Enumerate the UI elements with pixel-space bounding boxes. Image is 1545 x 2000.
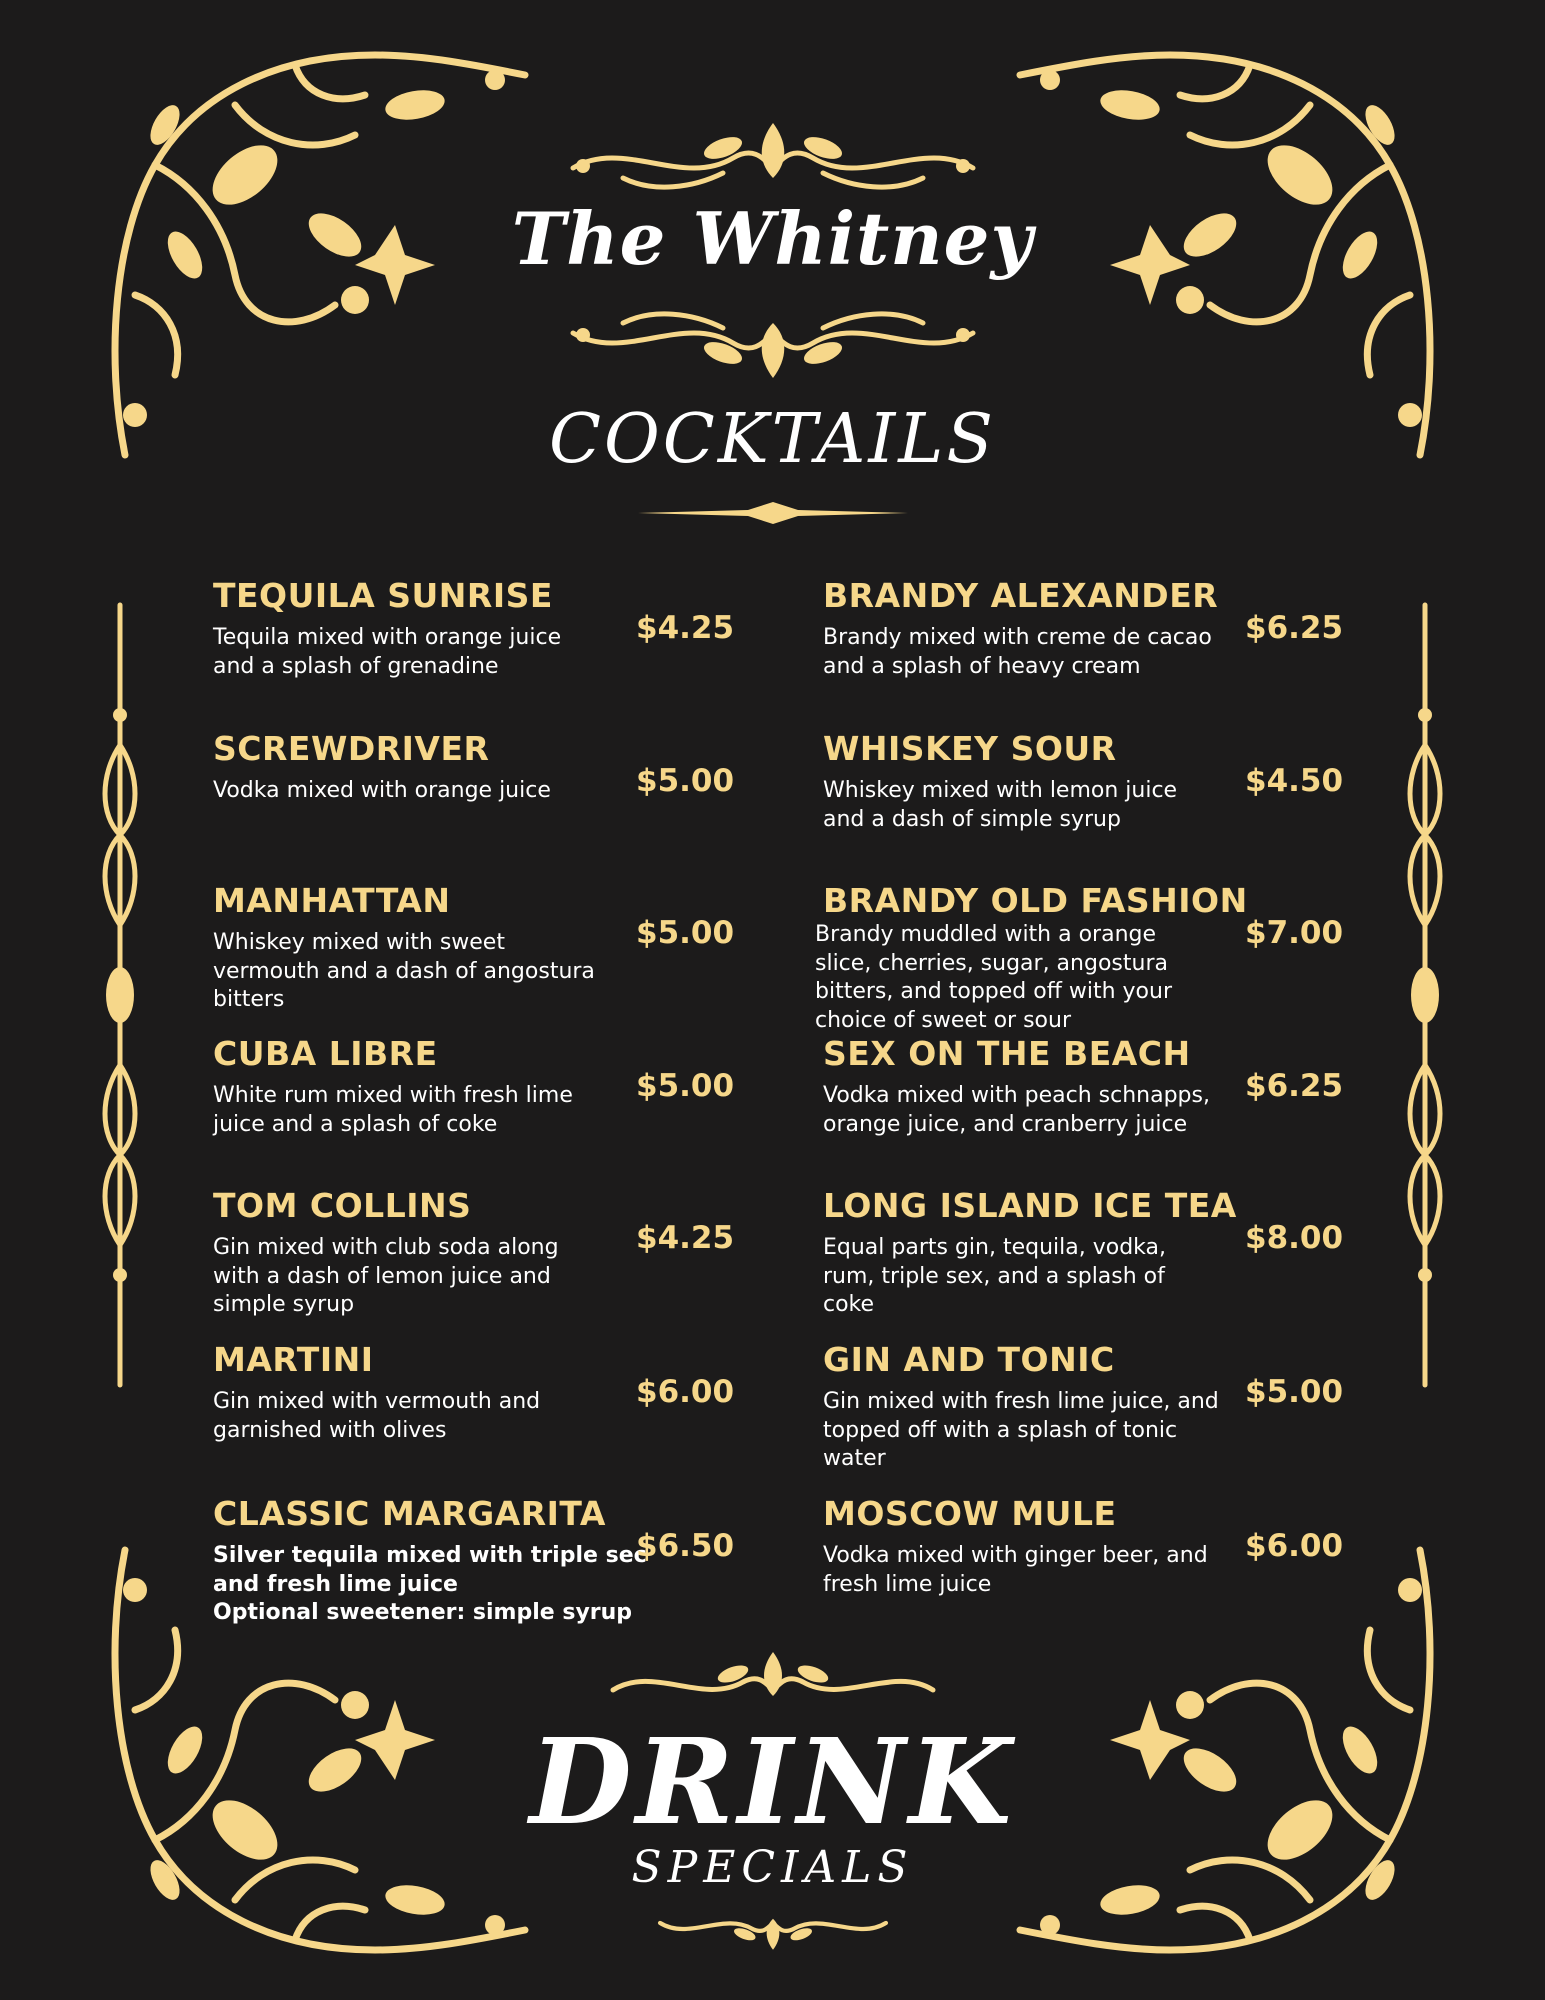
menu-item bbox=[823, 576, 1243, 681]
item-name: TOM COLLINS bbox=[213, 1186, 472, 1225]
item-name: SCREWDRIVER bbox=[213, 729, 490, 768]
item-price: $4.25 bbox=[636, 610, 735, 646]
header-flourish-bottom-icon bbox=[563, 303, 983, 383]
side-border-right-icon bbox=[1405, 605, 1445, 1385]
item-description: Vodka mixed with ginger beer, and fresh lime juice bbox=[823, 1543, 1208, 1597]
item-name: LONG ISLAND ICE TEA bbox=[823, 1186, 1237, 1225]
menu-item bbox=[815, 881, 1248, 1035]
item-price: $6.00 bbox=[1245, 1528, 1344, 1564]
item-name: CUBA LIBRE bbox=[213, 1034, 438, 1073]
item-price: $6.25 bbox=[1245, 610, 1344, 646]
item-price: $5.00 bbox=[636, 1068, 735, 1104]
item-description: Equal parts gin, tequila, vodka, rum, triple sex, and a splash of coke bbox=[823, 1235, 1167, 1317]
section-title: COCKTAILS bbox=[549, 400, 996, 479]
item-name: CLASSIC MARGARITA bbox=[213, 1494, 606, 1533]
menu-item bbox=[213, 881, 633, 1015]
menu-item bbox=[823, 1034, 1243, 1139]
menu-item bbox=[823, 1186, 1243, 1320]
item-description: Silver tequila mixed with triple sec and fresh lime juice Optional sweetener: simple syrup bbox=[213, 1543, 647, 1625]
restaurant-name: The Whitney bbox=[511, 196, 1034, 281]
item-name: SEX ON THE BEACH bbox=[823, 1034, 1191, 1073]
item-description: Whiskey mixed with sweet vermouth and a dash of angostura bitters bbox=[213, 930, 595, 1012]
item-price: $5.00 bbox=[636, 763, 735, 799]
item-description: Gin mixed with fresh lime juice, and topped off with a splash of tonic water bbox=[823, 1389, 1219, 1471]
item-price: $8.00 bbox=[1245, 1220, 1344, 1256]
item-name: BRANDY OLD FASHION bbox=[823, 881, 1248, 920]
item-price: $7.00 bbox=[1245, 915, 1344, 951]
item-description: Brandy muddled with a orange slice, cherries, sugar, angostura bitters, and topped off with your choice of sweet or sour bbox=[815, 922, 1172, 1033]
menu-item bbox=[213, 729, 633, 806]
menu-item bbox=[213, 576, 633, 681]
menu-item bbox=[823, 1340, 1243, 1474]
menu-item bbox=[213, 1186, 633, 1320]
item-description: Vodka mixed with orange juice bbox=[213, 778, 551, 803]
side-border-left-icon bbox=[100, 605, 140, 1385]
footer-flourish-top-icon bbox=[603, 1650, 943, 1710]
menu-item bbox=[213, 1034, 633, 1139]
item-description: Tequila mixed with orange juice and a splash of grenadine bbox=[213, 625, 562, 679]
item-name: BRANDY ALEXANDER bbox=[823, 576, 1219, 615]
item-price: $6.25 bbox=[1245, 1068, 1344, 1104]
footer-title: DRINK bbox=[529, 1712, 1016, 1851]
item-price: $4.25 bbox=[636, 1220, 735, 1256]
item-name: MARTINI bbox=[213, 1340, 374, 1379]
item-name: MANHATTAN bbox=[213, 881, 451, 920]
item-description: Gin mixed with vermouth and garnished with olives bbox=[213, 1389, 541, 1443]
footer-flourish-bottom-icon bbox=[653, 1905, 893, 1955]
item-price: $5.00 bbox=[1245, 1374, 1344, 1410]
section-divider-icon bbox=[638, 500, 908, 526]
item-description: Brandy mixed with creme de cacao and a splash of heavy cream bbox=[823, 625, 1212, 679]
menu-item bbox=[213, 1340, 633, 1445]
item-description: Gin mixed with club soda along with a dash of lemon juice and simple syrup bbox=[213, 1235, 559, 1317]
item-name: TEQUILA SUNRISE bbox=[213, 576, 553, 615]
item-price: $6.00 bbox=[636, 1374, 735, 1410]
item-name: WHISKEY SOUR bbox=[823, 729, 1117, 768]
item-name: GIN AND TONIC bbox=[823, 1340, 1115, 1379]
item-price: $5.00 bbox=[636, 915, 735, 951]
menu-item bbox=[823, 1494, 1243, 1599]
item-description: White rum mixed with fresh lime juice and a splash of coke bbox=[213, 1083, 573, 1137]
menu-item bbox=[213, 1494, 653, 1628]
item-price: $4.50 bbox=[1245, 763, 1344, 799]
item-price: $6.50 bbox=[636, 1528, 735, 1564]
item-description: Whiskey mixed with lemon juice and a dash of simple syrup bbox=[823, 778, 1178, 832]
header-flourish-top-icon bbox=[563, 118, 983, 198]
item-name: MOSCOW MULE bbox=[823, 1494, 1117, 1533]
item-description: Vodka mixed with peach schnapps, orange juice, and cranberry juice bbox=[823, 1083, 1210, 1137]
footer-subtitle: SPECIALS bbox=[631, 1842, 914, 1893]
menu-item bbox=[823, 729, 1243, 834]
